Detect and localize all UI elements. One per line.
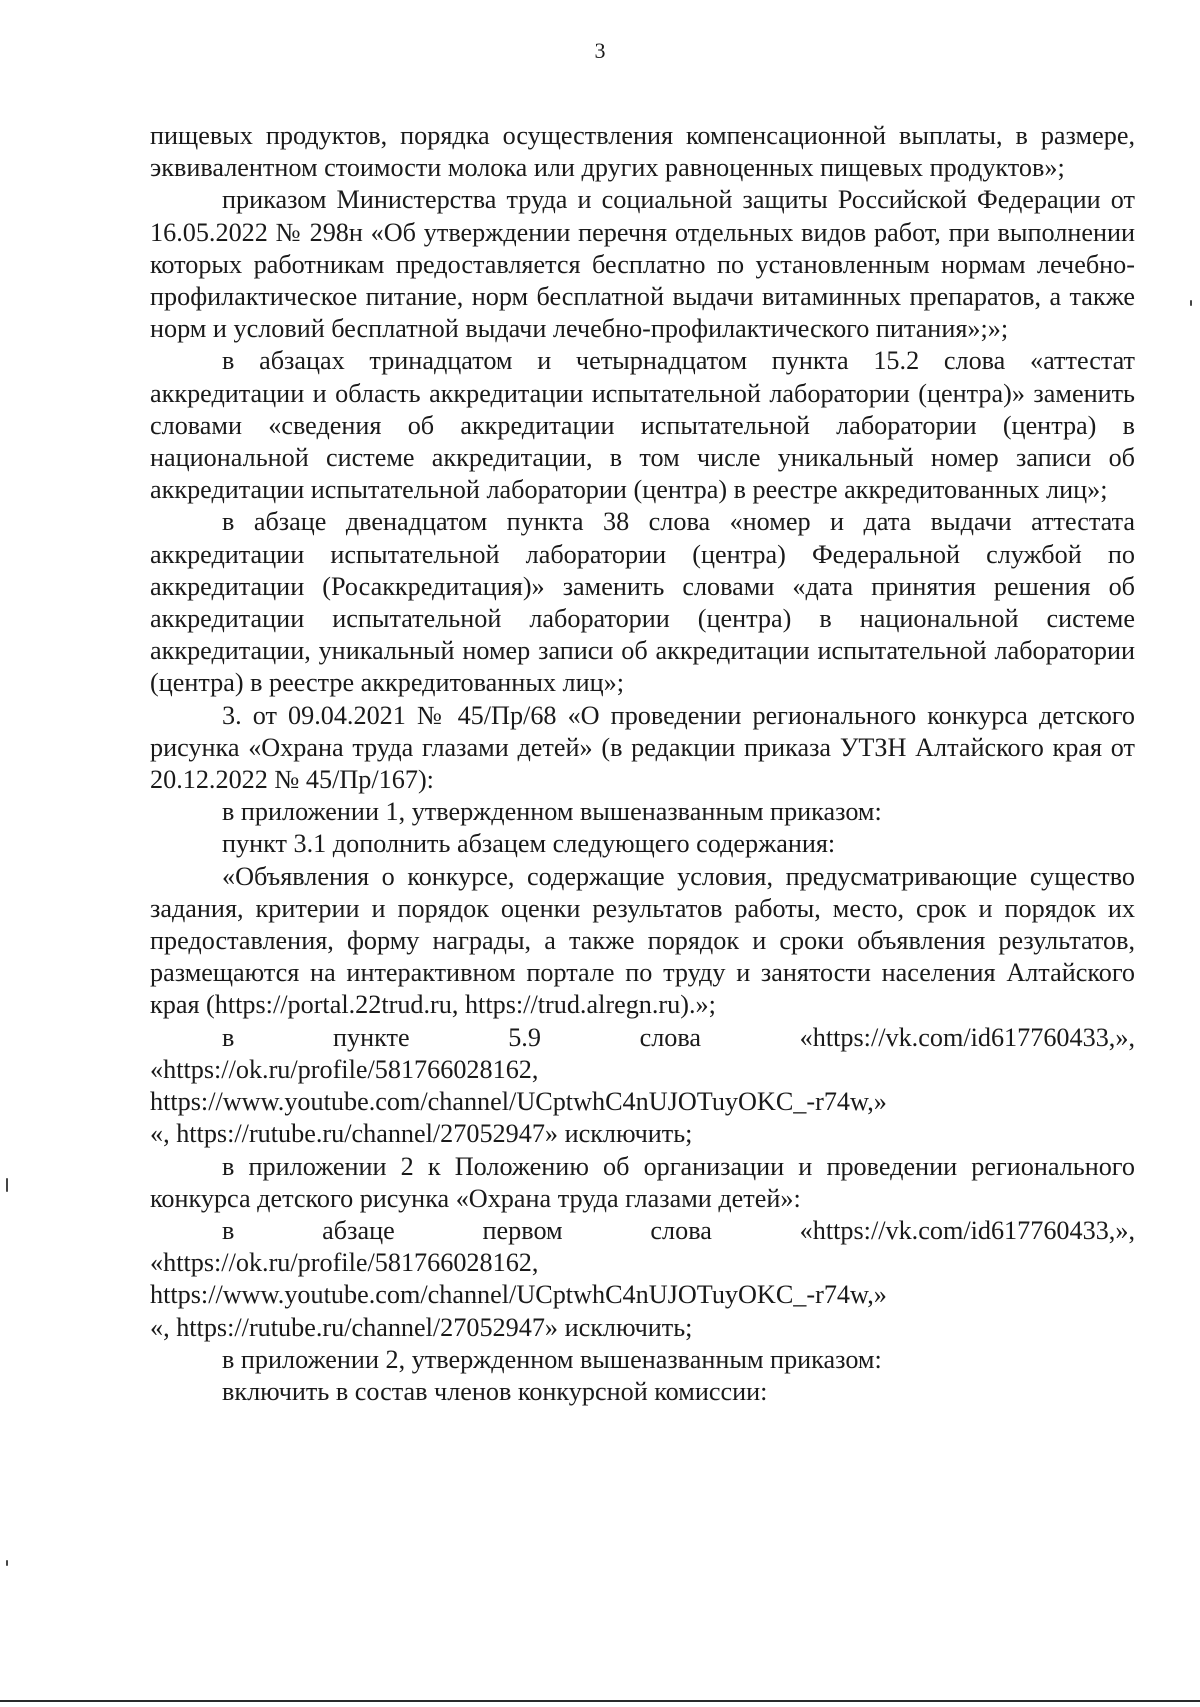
paragraph: «, https://rutube.ru/channel/27052947» исключить; — [150, 1312, 693, 1342]
paragraph: в приложении 2, утвержденном вышеназванным приказом: — [222, 1344, 882, 1374]
page-bottom-edge — [0, 1700, 1200, 1702]
paragraph: https://www.youtube.com/channel/UCptwhC4nUJOTuyOKC_-r74w,» — [150, 1087, 887, 1117]
paragraph: в приложении 2 к Положению об организации и проведении регионального конкурса детского рисунка «Охрана труда глазами детей»: — [150, 1151, 1135, 1213]
paragraph: в пункте 5.9 слова «https://vk.com/id617760433,», — [222, 1022, 1135, 1052]
paragraph: пункт 3.1 дополнить абзацем следующего содержания: — [222, 829, 836, 859]
paragraph: «Объявления о конкурсе, содержащие условия, предусматривающие существо задания, критерии и порядок оценки результатов работы, место, срок и порядок их предоставления, форму награды, а также порядок и сроки объявления результатов, размещаются на интерактивном портале по труду и занятости населения Алтайского края (https://portal.22trud.ru, https://trud.alregn.ru).»; — [150, 861, 1135, 1020]
scan-speck — [6, 1178, 8, 1192]
document-body — [150, 120, 1135, 1408]
paragraph: в абзаце первом слова «https://vk.com/id617760433,», — [222, 1215, 1135, 1245]
paragraph: «https://ok.ru/profile/581766028162, — [150, 1054, 539, 1084]
paragraph: включить в состав членов конкурсной комиссии: — [222, 1376, 768, 1406]
scan-speck — [1190, 300, 1192, 306]
paragraph: «https://ok.ru/profile/581766028162, — [150, 1248, 539, 1278]
paragraph: в абзацах тринадцатом и четырнадцатом пункта 15.2 слова «аттестат аккредитации и область аккредитации испытательной лаборатории (центра)» заменить словами «сведения об аккредитации испытательной лаборатории (центра) в национальной системе аккредитации, в том числе уникальный номер записи об аккредитации испытательной лаборатории (центра) в реестре аккредитованных лиц»; — [150, 346, 1135, 505]
paragraph: https://www.youtube.com/channel/UCptwhC4nUJOTuyOKC_-r74w,» — [150, 1280, 887, 1310]
page-number: 3 — [594, 38, 606, 63]
paragraph: пищевых продуктов, порядка осуществления компенсационной выплаты, в размере, эквивалентном стоимости молока или других равноценных пищевых продуктов»; — [150, 121, 1135, 183]
paragraph: 3. от 09.04.2021 № 45/Пр/68 «О проведении регионального конкурса детского рисунка «Охрана труда глазами детей» (в редакции приказа УТЗН Алтайского края от 20.12.2022 № 45/Пр/167): — [150, 700, 1135, 795]
scan-speck — [6, 1560, 8, 1566]
paragraph: в абзаце двенадцатом пункта 38 слова «номер и дата выдачи аттестата аккредитации испытательной лаборатории (центра) Федеральной службой по аккредитации (Росаккредитация)» заменить словами «дата принятия решения об аккредитации испытательной лаборатории (центра) в национальной системе аккредитации, уникальный номер записи об аккредитации испытательной лаборатории (центра) в реестре аккредитованных лиц»; — [150, 507, 1135, 698]
paragraph: в приложении 1, утвержденном вышеназванным приказом: — [222, 797, 882, 827]
paragraph: приказом Министерства труда и социальной защиты Российской Федерации от 16.05.2022 № 298н «Об утверждении перечня отдельных видов работ, при выполнении которых работникам предоставляется бесплатно по установленным нормам лечебно-профилактическое питание, норм бесплатной выдачи витаминных препаратов, а также норм и условий бесплатной выдачи лечебно-профилактического питания»;»; — [150, 185, 1135, 344]
paragraph: «, https://rutube.ru/channel/27052947» исключить; — [150, 1119, 693, 1149]
